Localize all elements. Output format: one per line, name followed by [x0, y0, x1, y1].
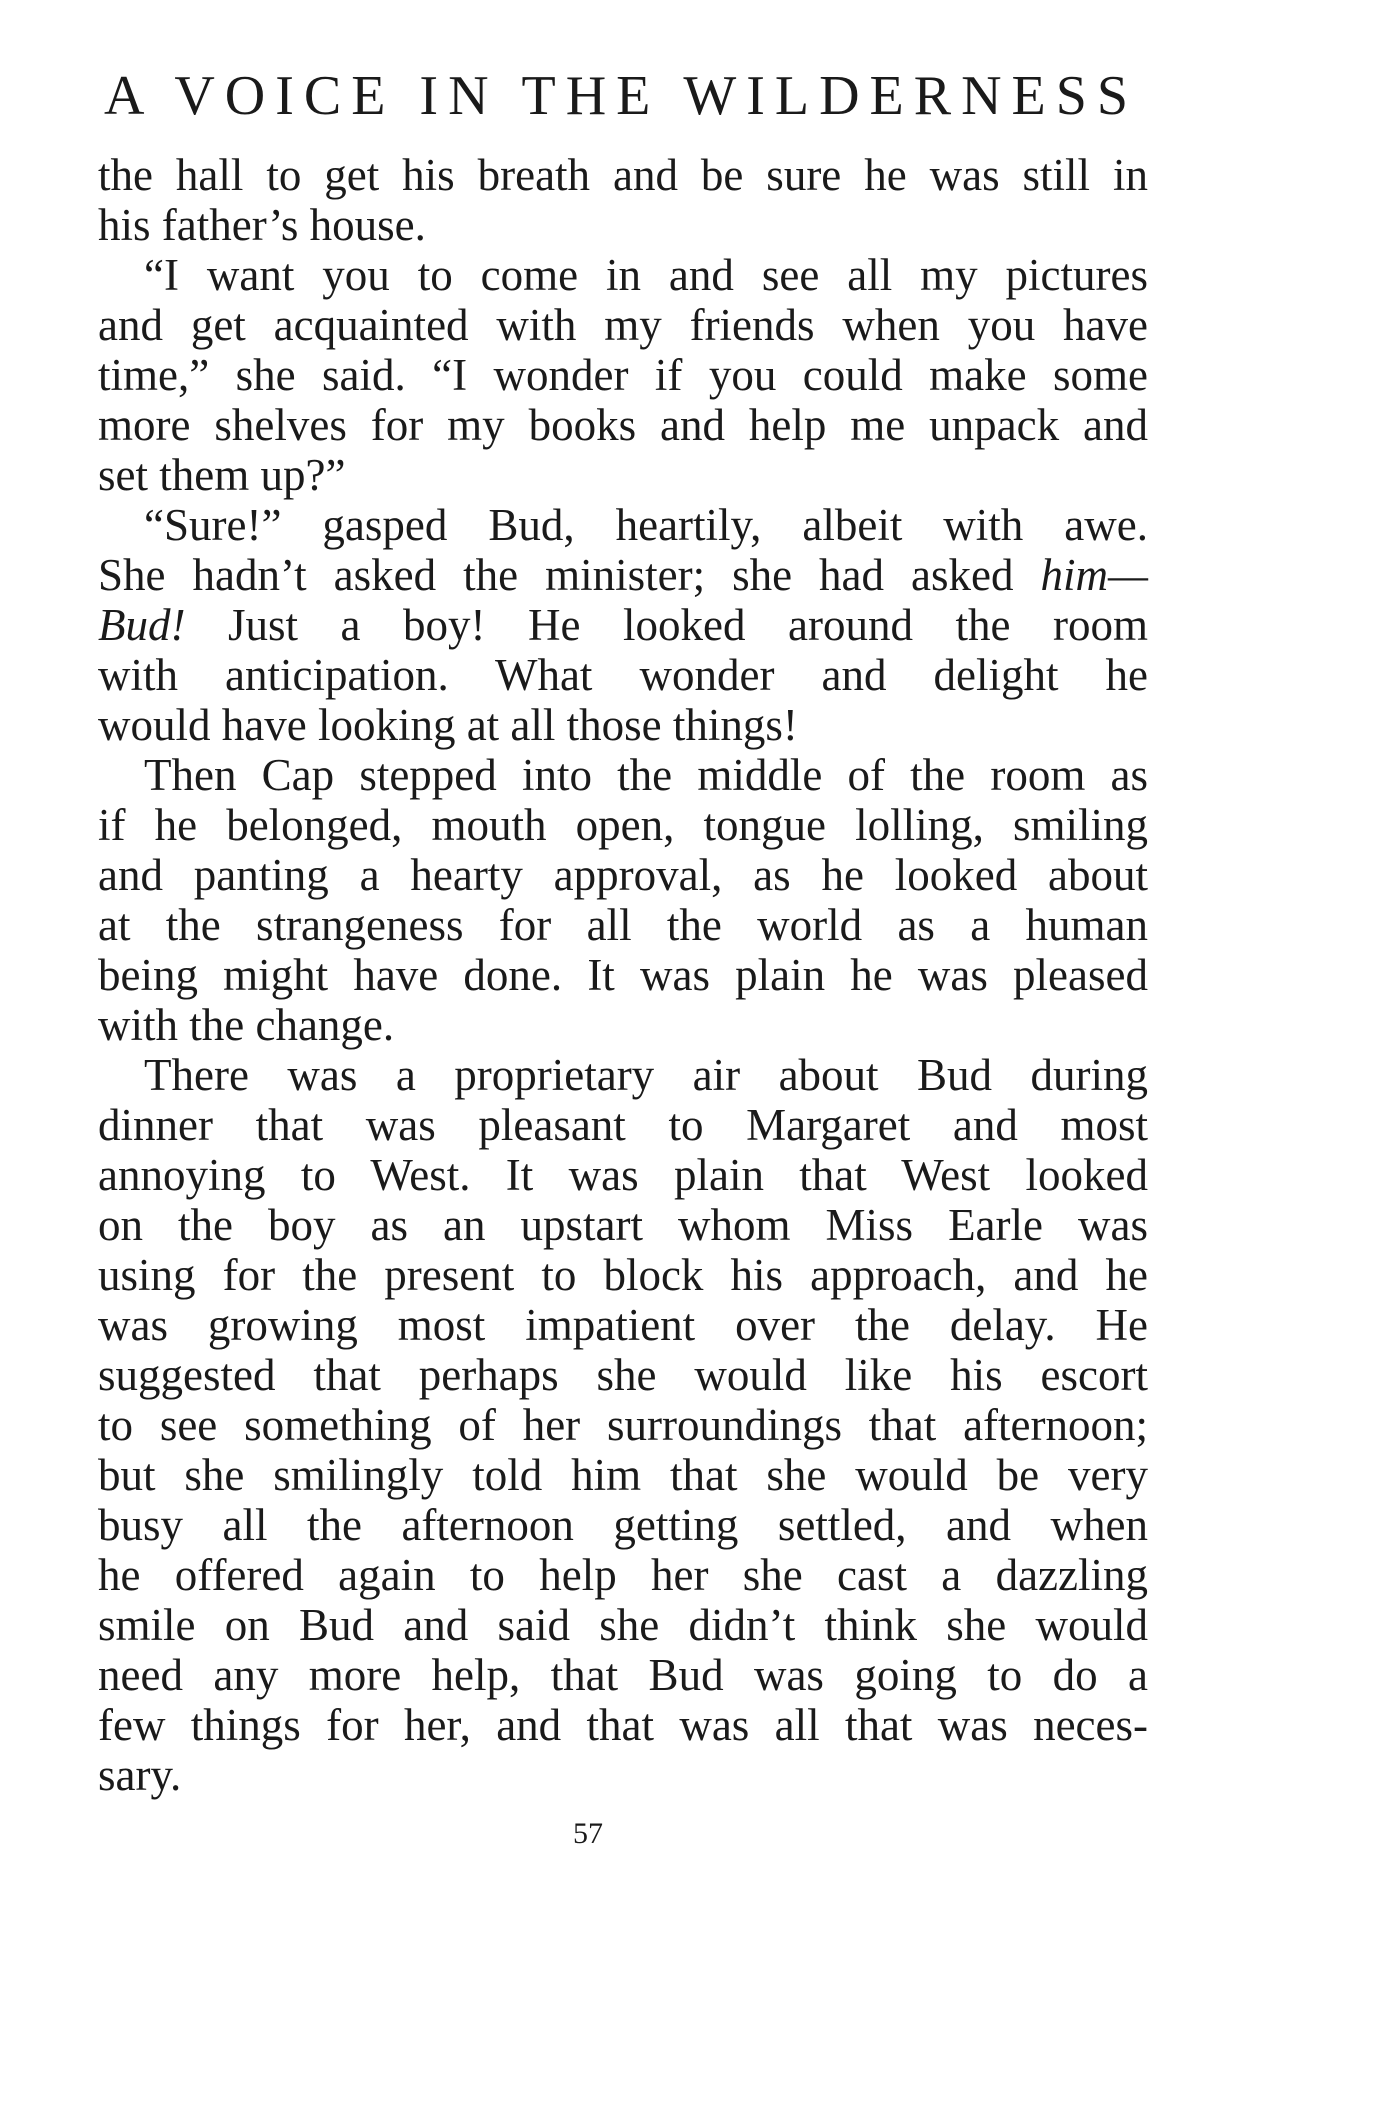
text-line [98, 550, 1148, 600]
text-line: dinner that was pleasant to Margaret and most [98, 1100, 1148, 1150]
text-line: if he belonged, mouth open, tongue lolling, smiling [98, 800, 1148, 850]
text-line: busy all the afternoon getting settled, and when [98, 1500, 1148, 1550]
text-line: being might have done. It was plain he was pleased [98, 950, 1148, 1000]
text-line: “Sure!” gasped Bud, heartily, albeit with awe. [144, 500, 1148, 550]
text-line: and panting a hearty approval, as he looked about [98, 850, 1148, 900]
text-line: suggested that perhaps she would like his escort [98, 1350, 1148, 1400]
text-line: few things for her, and that was all that was neces- [98, 1700, 1148, 1750]
text-line: annoying to West. It was plain that West looked [98, 1150, 1148, 1200]
text-line: on the boy as an upstart whom Miss Earle was [98, 1200, 1148, 1250]
text-line: to see something of her surroundings that afternoon; [98, 1400, 1148, 1450]
text-line: need any more help, that Bud was going to do a [98, 1650, 1148, 1700]
text-line [98, 600, 1148, 650]
text-line: more shelves for my books and help me unpack and [98, 400, 1148, 450]
text-line: but she smilingly told him that she would be very [98, 1450, 1148, 1500]
text-line: “I want you to come in and see all my pictures [144, 250, 1148, 300]
body-text [98, 150, 1148, 1800]
text-line: Then Cap stepped into the middle of the room as [144, 750, 1148, 800]
page-number: 57 [573, 1817, 603, 1850]
text-segment: Just a boy! He looked around the room [185, 600, 1148, 650]
text-line: his father’s house. [98, 200, 426, 250]
text-line: sary. [98, 1750, 182, 1800]
text-line: was growing most impatient over the delay. He [98, 1300, 1148, 1350]
text-line: at the strangeness for all the world as a human [98, 900, 1148, 950]
running-head: A VOICE IN THE WILDERNESS [104, 65, 1138, 127]
text-line: with the change. [98, 1000, 395, 1050]
text-line: and get acquainted with my friends when you have [98, 300, 1148, 350]
emphasis-text: Bud! [98, 600, 186, 650]
text-line: There was a proprietary air about Bud during [144, 1050, 1148, 1100]
text-line: time,” she said. “I wonder if you could make some [98, 350, 1148, 400]
emphasis-text: him— [1040, 550, 1148, 600]
book-page [98, 56, 1148, 2056]
text-line: set them up?” [98, 450, 346, 500]
text-line: using for the present to block his approach, and he [98, 1250, 1148, 1300]
text-line: smile on Bud and said she didn’t think she would [98, 1600, 1148, 1650]
text-line: the hall to get his breath and be sure he was still in [98, 150, 1148, 200]
text-line: would have looking at all those things! [98, 700, 798, 750]
text-line: with anticipation. What wonder and delight he [98, 650, 1148, 700]
text-segment: She hadn’t asked the minister; she had asked [98, 550, 1041, 600]
text-line: he offered again to help her she cast a dazzling [98, 1550, 1148, 1600]
